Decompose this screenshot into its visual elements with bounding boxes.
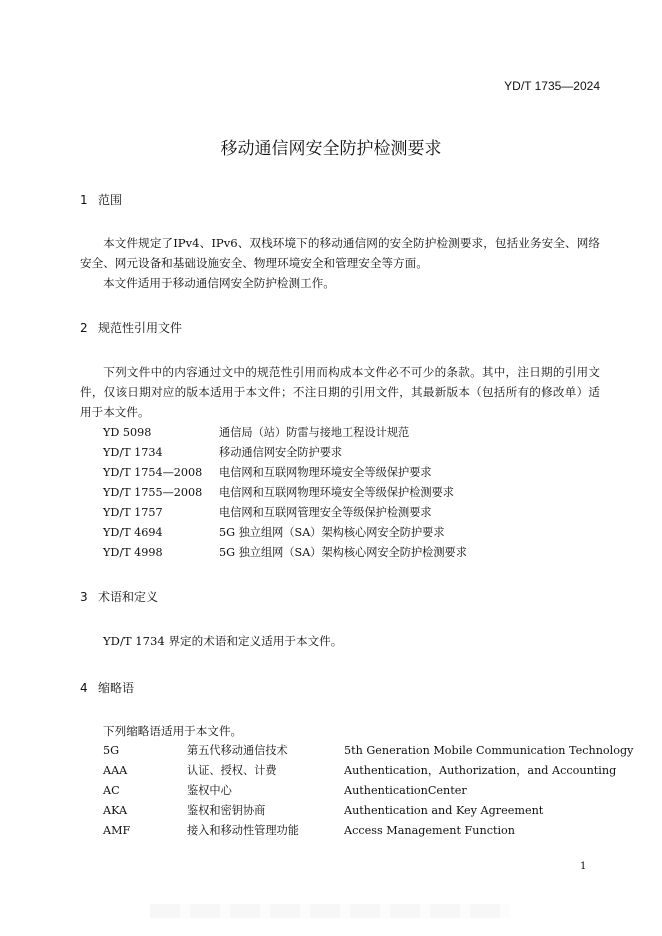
abbreviation-item — [0, 781, 662, 801]
abbreviation-chinese: 第五代移动通信技术 — [187, 744, 288, 757]
reference-code: YD/T 4694 — [103, 526, 163, 539]
section-label: 规范性引用文件 — [98, 321, 183, 335]
abbreviation-chinese: 鉴权和密钥协商 — [187, 804, 266, 817]
reference-item — [0, 443, 662, 463]
reference-title: 电信网和互联网管理安全等级保护检测要求 — [219, 506, 432, 519]
reference-title: 5G 独立组网（SA）架构核心网安全防护要求 — [219, 526, 445, 539]
references-list — [0, 423, 662, 563]
scope-paragraph-1-text: 本文件规定了IPv4、IPv6、双栈环境下的移动通信网的安全防护检测要求，包括业务安全、网络安全、网元设备和基础设施安全、物理环境安全和管理安全等方面。 — [80, 236, 600, 270]
section-heading-scope — [78, 191, 122, 208]
reference-title: 5G 独立组网（SA）架构核心网安全防护检测要求 — [219, 546, 467, 559]
section-label: 术语和定义 — [98, 590, 159, 604]
reference-item — [0, 543, 662, 563]
reference-item — [0, 503, 662, 523]
section-label: 范围 — [98, 193, 123, 207]
reference-item — [0, 523, 662, 543]
abbreviation-english: Authentication and Key Agreement — [344, 804, 544, 817]
terms-paragraph-text: YD/T 1734 界定的术语和定义适用于本文件。 — [103, 634, 343, 648]
references-paragraph-text: 下列文件中的内容通过文中的规范性引用而构成本文件必不可少的条款。其中，注日期的引用文件，仅该日期对应的版本适用于本文件；不注日期的引用文件，其最新版本（包括所有的修改单）适用于本文件。 — [80, 365, 600, 419]
abbreviation-item — [0, 761, 662, 781]
terms-paragraph — [80, 631, 600, 651]
scope-paragraph-2-text: 本文件适用于移动通信网安全防护检测工作。 — [103, 276, 335, 290]
scope-paragraph-2 — [80, 273, 600, 293]
abbreviation-code: AAA — [103, 764, 128, 777]
abbreviation-english: 5th Generation Mobile Communication Technology — [344, 744, 634, 757]
abbreviations-paragraph-text: 下列缩略语适用于本文件。 — [103, 724, 243, 738]
footer-watermark — [150, 904, 510, 918]
reference-code: YD/T 1734 — [103, 446, 163, 459]
reference-title: 移动通信网安全防护要求 — [219, 446, 343, 459]
references-paragraph — [80, 362, 600, 422]
abbreviation-english: AuthenticationCenter — [344, 784, 467, 797]
reference-title: 电信网和互联网物理环境安全等级保护检测要求 — [219, 486, 454, 499]
reference-item — [0, 423, 662, 443]
page-number: 1 — [580, 861, 587, 872]
abbreviation-code: AMF — [103, 824, 131, 837]
section-number: 1 — [80, 193, 88, 207]
reference-title: 通信局（站）防雷与接地工程设计规范 — [219, 426, 410, 439]
reference-code: YD/T 1754—2008 — [103, 466, 203, 479]
abbreviation-code: 5G — [103, 744, 120, 757]
document-title: 移动通信网安全防护检测要求 — [220, 139, 442, 159]
abbreviation-item — [0, 821, 662, 841]
reference-item — [0, 463, 662, 483]
abbreviations-list — [0, 741, 662, 841]
section-number: 2 — [80, 321, 88, 335]
abbreviation-item — [0, 801, 662, 821]
abbreviation-english: Authentication，Authorization，and Accounting — [344, 764, 617, 777]
abbreviation-chinese: 认证、授权、计费 — [187, 764, 277, 777]
abbreviation-item — [0, 741, 662, 761]
reference-item — [0, 483, 662, 503]
section-number: 3 — [80, 590, 88, 604]
scope-paragraph-1 — [80, 233, 600, 273]
reference-code: YD 5098 — [103, 426, 152, 439]
section-number: 4 — [80, 681, 88, 695]
section-label: 缩略语 — [98, 681, 135, 695]
section-heading-abbreviations — [78, 679, 134, 696]
section-heading-references — [78, 319, 182, 336]
reference-code: YD/T 1755—2008 — [103, 486, 203, 499]
reference-code: YD/T 4998 — [103, 546, 163, 559]
abbreviation-code: AC — [103, 784, 120, 797]
section-heading-terms — [78, 588, 158, 605]
reference-title: 电信网和互联网物理环境安全等级保护要求 — [219, 466, 432, 479]
abbreviation-chinese: 接入和移动性管理功能 — [187, 824, 299, 837]
abbreviation-code: AKA — [103, 804, 128, 817]
abbreviation-chinese: 鉴权中心 — [187, 784, 232, 797]
abbreviation-english: Access Management Function — [344, 824, 515, 837]
document-code: YD/T 1735—2024 — [504, 79, 600, 93]
reference-code: YD/T 1757 — [103, 506, 163, 519]
abbreviations-paragraph — [80, 721, 600, 741]
